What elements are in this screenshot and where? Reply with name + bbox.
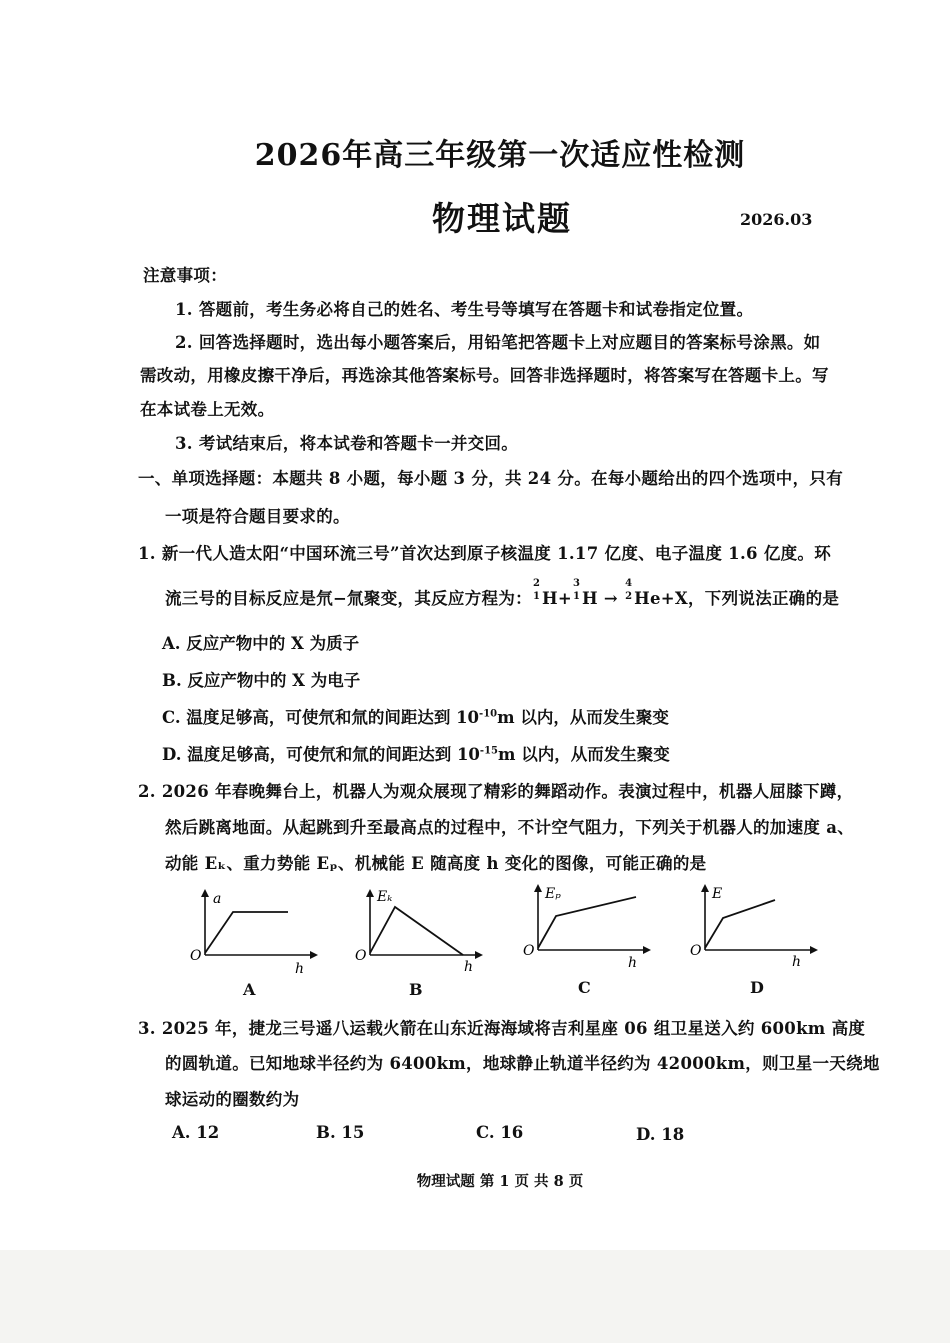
graph-a-label: A: [243, 980, 256, 999]
nuclide-h2-indices: 2 1: [532, 578, 541, 602]
graph-b-label: B: [409, 980, 423, 999]
svg-text:O: O: [523, 943, 535, 959]
q3-stem-line1: 3. 2025 年，捷龙三号遥八运载火箭在山东近海海域将吉利星座 06 组卫星送入约 600km 高度: [138, 1019, 866, 1038]
q1-stem-line2: [165, 578, 840, 609]
q1-option-a: A. 反应产物中的 X 为质子: [162, 634, 360, 653]
svg-text:O: O: [690, 943, 702, 959]
q1-option-c: C. 温度足够高，可使氘和氚的间距达到 $10^{-10}m$ 以内，从而发生聚变: [162, 708, 669, 727]
graph-d: [685, 880, 825, 975]
subject-title: 物理试题: [432, 199, 572, 238]
q3-option-c: C. 16: [476, 1123, 524, 1142]
q2-stem-line1: 2. 2026 年春晚舞台上，机器人为观众展现了精彩的舞蹈动作。表演过程中，机器人屈膝下蹲，: [138, 782, 854, 801]
q1-stem-prefix: 流三号的目标反应是氘−氚聚变，其反应方程为：: [165, 589, 532, 608]
svg-text:h: h: [295, 961, 305, 977]
q3-option-a: A. 12: [172, 1123, 220, 1142]
notice-item-2-line1: 2. 回答选择题时，选出每小题答案后，用铅笔把答题卡上对应题目的答案标号涂黑。如: [175, 333, 821, 352]
q3-stem-line2: 的圆轨道。已知地球半径约为 6400km，地球静止轨道半径约为 42000km，则卫星一天绕地: [165, 1054, 880, 1073]
equation: 2 1 H+ 3 1 H → 4 2 He+X: [532, 578, 688, 608]
nuclide-he-indices: 4 2: [625, 578, 633, 602]
graph-d-label: D: [750, 978, 764, 997]
graph-a: [185, 885, 325, 980]
nuclide-h3-indices: 3 1: [572, 578, 581, 602]
q3-option-b: B. 15: [316, 1123, 365, 1142]
notice-item-3: 3. 考试结束后，将本试卷和答题卡一并交回。: [175, 434, 519, 453]
svg-text:Eₖ: Eₖ: [377, 889, 393, 905]
notice-item-1: 1. 答题前，考生务必将自己的姓名、考生号等填写在答题卡和试卷指定位置。: [175, 300, 754, 319]
section-1-heading: 一、单项选择题：本题共 8 小题，每小题 3 分，共 24 分。在每小题给出的四个选项中，只有: [138, 469, 843, 488]
page-footer: 物理试题 第 1 页 共 8 页: [416, 1173, 584, 1190]
q3-stem-line3: 球运动的圈数约为: [165, 1090, 300, 1109]
svg-text:a: a: [213, 891, 222, 907]
svg-text:h: h: [628, 955, 638, 971]
q1-stem-line1: 1. 新一代人造太阳“中国环流三号”首次达到原子核温度 1.17 亿度、电子温度 1.6 亿度。环: [138, 544, 832, 563]
q1-option-d: D. 温度足够高，可使氘和氚的间距达到 $10^{-15}m$ 以内，从而发生聚变: [162, 745, 670, 764]
exam-title: 2026年高三年级第一次适应性检测: [254, 138, 746, 173]
blank-margin: [0, 1250, 950, 1343]
graph-b: [350, 885, 490, 980]
svg-text:h: h: [792, 954, 802, 970]
svg-text:E: E: [712, 886, 723, 902]
exam-date: 2026.03: [740, 210, 813, 229]
notice-heading: 注意事项：: [143, 266, 227, 285]
q3-option-d: D. 18: [636, 1125, 685, 1144]
notice-item-2-line2: 需改动，用橡皮擦干净后，再选涂其他答案标号。回答非选择题时，将答案写在答题卡上。写: [140, 366, 829, 385]
svg-text:O: O: [355, 948, 367, 964]
svg-text:O: O: [190, 948, 202, 964]
graph-c: [518, 880, 658, 975]
q1-stem-suffix: ，下列说法正确的是: [688, 589, 840, 608]
q1-option-b: B. 反应产物中的 X 为电子: [162, 671, 361, 690]
notice-item-2-line3: 在本试卷上无效。: [140, 400, 275, 419]
graph-c-label: C: [578, 978, 591, 997]
svg-text:Eₚ: Eₚ: [545, 886, 561, 902]
q2-stem-line2: 然后跳离地面。从起跳到升至最高点的过程中，不计空气阻力，下列关于机器人的加速度 a、: [165, 818, 855, 837]
q2-stem-line3: 动能 Eₖ、重力势能 Eₚ、机械能 E 随高度 h 变化的图像，可能正确的是: [165, 854, 707, 873]
section-1-heading-cont: 一项是符合题目要求的。: [165, 507, 350, 526]
arrow-symbol: →: [603, 589, 619, 608]
svg-text:h: h: [464, 959, 474, 975]
